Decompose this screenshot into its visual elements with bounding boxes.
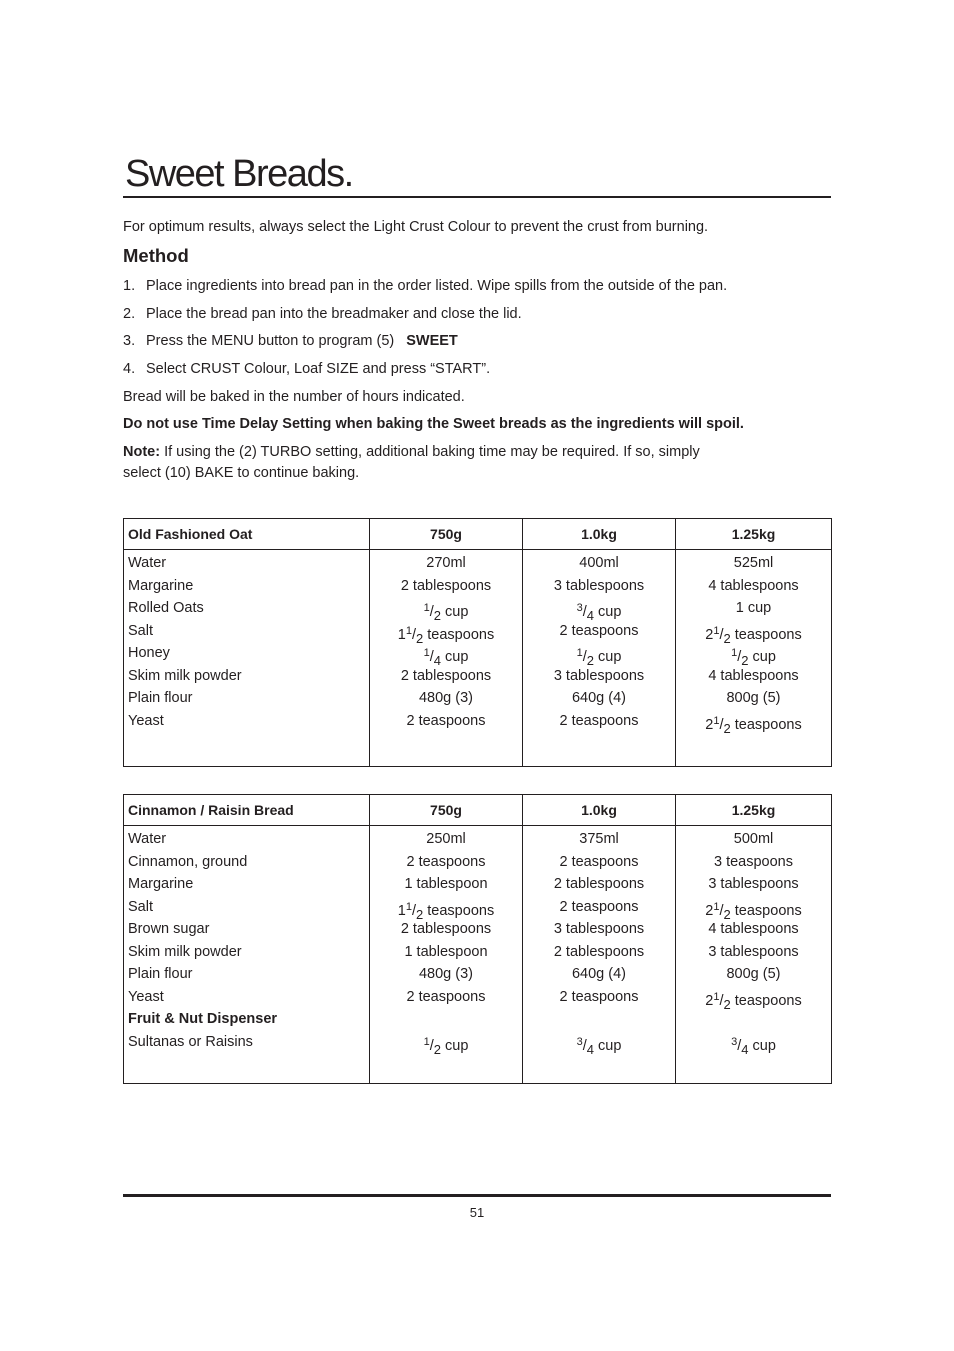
fraction-denominator: 4 <box>741 1041 749 1057</box>
fraction-numerator: 1 <box>713 714 720 727</box>
quantity-whole: 1 <box>397 902 406 919</box>
ingredient-name: Plain flour <box>128 966 193 982</box>
fraction-denominator: 2 <box>433 608 441 623</box>
ingredient-name: Salt <box>128 622 153 639</box>
ingredient-quantity: 500ml <box>733 831 774 847</box>
ingredient-quantity: 2 teaspoons <box>559 712 639 729</box>
column-1-25kg: 1.25kg <box>676 519 832 550</box>
step-number: 4. <box>123 361 136 377</box>
ingredient-name: Sultanas or Raisins <box>128 1033 253 1050</box>
method-step-3 <box>123 331 458 352</box>
ingredient-quantity: 3 teaspoons <box>713 853 793 870</box>
quantity-unit: teaspoons <box>423 902 495 919</box>
ingredient-quantity: 1 tablespoon <box>404 876 488 892</box>
ingredient-quantity <box>523 597 675 623</box>
values-1kg-column <box>523 550 676 767</box>
ingredient-name: Water <box>128 831 167 847</box>
ingredient-quantity: 4 tablespoons <box>708 577 799 594</box>
ingredient-quantity: 4 tablespoons <box>708 921 799 937</box>
fraction-numerator: 1 <box>713 990 720 1003</box>
fraction-slash: / <box>719 626 724 643</box>
baking-time-note: Bread will be baked in the number of hours indicated. <box>123 389 465 405</box>
fraction-slash: / <box>719 716 724 733</box>
ingredient-quantity: 800g (5) <box>726 690 781 706</box>
fraction-numerator: 3 <box>731 1035 738 1048</box>
step-text: Place ingredients into bread pan in the order listed. Wipe spills from the outside of the pan. <box>146 278 728 294</box>
fraction-denominator: 4 <box>433 653 441 668</box>
time-delay-warning: Do not use Time Delay Setting when baking the Sweet breads as the ingredients will spoil. <box>123 416 744 432</box>
fraction-denominator: 4 <box>586 1041 594 1057</box>
ingredient-quantity <box>370 620 522 646</box>
ingredient-name: Yeast <box>128 712 164 729</box>
column-750g: 750g <box>370 519 523 550</box>
fraction-numerator: 1 <box>731 647 738 659</box>
ingredient-quantity: 2 tablespoons <box>400 667 492 684</box>
ingredient-quantity: 400ml <box>579 555 619 571</box>
footer-rule <box>123 1194 831 1197</box>
quantity-unit: cup <box>593 604 622 620</box>
fraction-slash: / <box>429 604 434 620</box>
step-number: 3. <box>123 333 136 349</box>
ingredient-quantity: 2 tablespoons <box>553 876 645 892</box>
ingredient-name: Plain flour <box>128 690 193 706</box>
fraction-numerator: 1 <box>713 624 720 637</box>
quantity-unit: cup <box>593 1037 622 1054</box>
step-text: Press the MENU button to program (5) <box>146 333 395 349</box>
fraction-denominator: 2 <box>723 906 731 922</box>
ingredient-quantity: 480g (3) <box>418 966 473 982</box>
ingredient-quantity <box>676 1031 831 1057</box>
title-rule <box>123 196 831 198</box>
quantity-unit: cup <box>440 649 469 665</box>
ingredient-quantity <box>370 1031 522 1057</box>
quantity-unit: cup <box>748 1037 776 1054</box>
quantity-whole: 2 <box>705 992 714 1009</box>
ingredient-quantity: 2 tablespoons <box>400 921 492 937</box>
note-label: Note: <box>123 444 161 460</box>
method-step-1 <box>123 276 727 297</box>
values-1-25kg-column <box>676 826 832 1084</box>
ingredient-quantity: 2 teaspoons <box>559 988 639 1005</box>
fraction-slash: / <box>411 902 417 919</box>
ingredient-quantity: 4 tablespoons <box>708 667 799 684</box>
ingredient-quantity: 525ml <box>733 555 774 571</box>
ingredient-quantity: 3 tablespoons <box>708 876 799 892</box>
page-title: Sweet Breads. <box>125 153 353 195</box>
fraction-numerator: 1 <box>423 1035 430 1048</box>
fraction-denominator: 2 <box>433 1041 441 1057</box>
program-name: SWEET <box>406 333 458 349</box>
ingredient-quantity <box>370 896 522 922</box>
column-1kg: 1.0kg <box>523 795 676 826</box>
ingredient-name: Margarine <box>128 876 194 892</box>
quantity-unit: cup <box>440 1037 469 1054</box>
quantity-unit: cup <box>593 649 622 665</box>
ingredient-quantity <box>523 642 675 668</box>
ingredient-quantity <box>676 986 831 1012</box>
ingredients-column <box>124 826 370 1084</box>
ingredient-quantity: 3 tablespoons <box>553 577 645 594</box>
quantity-unit: cup <box>440 604 469 620</box>
quantity-whole: 1 <box>397 626 406 643</box>
quantity-whole: 2 <box>705 902 714 919</box>
quantity-unit: teaspoons <box>730 626 802 643</box>
method-step-4 <box>123 359 490 380</box>
quantity-whole: 2 <box>705 626 714 643</box>
ingredient-quantity <box>676 896 831 922</box>
ingredient-quantity: 2 tablespoons <box>400 577 492 594</box>
fraction-numerator: 3 <box>576 602 583 614</box>
values-750g-column <box>370 826 523 1084</box>
values-1-25kg-column <box>676 550 832 767</box>
quantity-unit: cup <box>748 649 776 665</box>
fraction-denominator: 2 <box>586 653 594 668</box>
fraction-slash: / <box>429 1037 434 1054</box>
ingredient-name: Margarine <box>128 577 194 594</box>
method-heading: Method <box>123 245 189 266</box>
fraction-denominator: 2 <box>741 653 749 668</box>
ingredient-quantity: 2 tablespoons <box>553 943 645 960</box>
intro-text: For optimum results, always select the Light Crust Colour to prevent the crust from burning. <box>123 219 709 235</box>
ingredient-quantity <box>676 620 831 646</box>
fraction-slash: / <box>737 649 742 665</box>
fraction-numerator: 1 <box>713 900 720 913</box>
ingredient-quantity <box>370 642 522 668</box>
ingredient-quantity: 3 tablespoons <box>553 921 645 937</box>
step-text: Place the bread pan into the breadmaker and close the lid. <box>146 306 522 322</box>
ingredient-name: Skim milk powder <box>128 667 242 684</box>
page-number: 51 <box>469 1205 485 1220</box>
quantity-unit: teaspoons <box>730 716 802 733</box>
step-number: 2. <box>123 306 136 322</box>
ingredient-quantity: 480g (3) <box>418 690 473 706</box>
fraction-slash: / <box>737 1037 742 1054</box>
recipe-table-cinnamon-raisin <box>123 794 832 1084</box>
step-number: 1. <box>123 278 136 294</box>
ingredient-name: Water <box>128 555 167 571</box>
ingredient-quantity: 1 tablespoon <box>404 943 488 960</box>
fraction-numerator: 1 <box>576 647 583 659</box>
ingredient-name: Skim milk powder <box>128 943 242 960</box>
ingredient-quantity: 270ml <box>426 555 466 571</box>
fraction-denominator: 2 <box>723 720 731 736</box>
column-1kg: 1.0kg <box>523 519 676 550</box>
turbo-note <box>123 442 700 463</box>
ingredient-quantity: 640g (4) <box>571 690 626 706</box>
values-1kg-column <box>523 826 676 1084</box>
ingredient-quantity: 640g (4) <box>571 966 626 982</box>
ingredient-quantity: 3 tablespoons <box>553 667 645 684</box>
fraction-slash: / <box>429 649 434 665</box>
fraction-slash: / <box>582 604 587 620</box>
fraction-numerator: 1 <box>423 602 430 614</box>
fraction-denominator: 2 <box>416 630 424 646</box>
ingredient-quantity: 250ml <box>426 831 466 847</box>
recipe-table-old-fashioned-oat <box>123 518 832 767</box>
ingredient-name: Cinnamon, ground <box>128 853 248 870</box>
recipe-name: Old Fashioned Oat <box>124 519 370 550</box>
ingredient-quantity: 2 teaspoons <box>559 898 639 915</box>
ingredient-quantity: 3 tablespoons <box>708 943 799 960</box>
ingredient-quantity: 2 teaspoons <box>406 988 486 1005</box>
fraction-slash: / <box>582 649 587 665</box>
ingredient-quantity: 2 teaspoons <box>406 853 486 870</box>
ingredient-name: Rolled Oats <box>128 600 204 616</box>
fraction-slash: / <box>411 626 417 643</box>
ingredient-quantity: 800g (5) <box>726 966 781 982</box>
ingredient-name: Brown sugar <box>128 921 210 937</box>
ingredient-quantity: 2 teaspoons <box>559 853 639 870</box>
fraction-denominator: 2 <box>723 630 731 646</box>
quantity-unit: teaspoons <box>730 902 802 919</box>
ingredient-name: Honey <box>128 645 170 661</box>
quantity-unit: teaspoons <box>730 992 802 1009</box>
ingredient-quantity <box>676 710 831 736</box>
ingredient-quantity <box>676 642 831 668</box>
ingredient-name: Yeast <box>128 988 164 1005</box>
ingredient-quantity <box>523 1031 675 1057</box>
ingredient-name: Fruit & Nut Dispenser <box>128 1011 278 1027</box>
fraction-denominator: 2 <box>723 996 731 1012</box>
ingredient-quantity: 375ml <box>579 831 619 847</box>
ingredient-quantity: 1 cup <box>735 600 772 616</box>
ingredient-quantity <box>370 597 522 623</box>
method-step-2 <box>123 304 522 325</box>
fraction-numerator: 3 <box>576 1035 583 1048</box>
ingredients-column <box>124 550 370 767</box>
ingredient-quantity: 2 teaspoons <box>559 622 639 639</box>
fraction-numerator: 1 <box>405 900 412 913</box>
fraction-denominator: 4 <box>586 608 594 623</box>
fraction-numerator: 1 <box>405 624 412 637</box>
column-1-25kg: 1.25kg <box>676 795 832 826</box>
note-text: If using the (2) TURBO setting, additional baking time may be required. If so, simply <box>160 444 700 460</box>
ingredient-quantity: 2 teaspoons <box>406 712 486 729</box>
turbo-note-continued: select (10) BAKE to continue baking. <box>123 465 360 481</box>
values-750g-column <box>370 550 523 767</box>
fraction-slash: / <box>719 902 724 919</box>
ingredient-quantity <box>370 1008 522 1031</box>
fraction-denominator: 2 <box>416 906 424 922</box>
fraction-slash: / <box>719 992 724 1009</box>
quantity-unit: teaspoons <box>423 626 495 643</box>
fraction-slash: / <box>582 1037 587 1054</box>
ingredient-quantity <box>523 1008 675 1031</box>
quantity-whole: 2 <box>705 716 714 733</box>
ingredient-name: Salt <box>128 898 153 915</box>
column-750g: 750g <box>370 795 523 826</box>
recipe-name: Cinnamon / Raisin Bread <box>124 795 370 826</box>
step-text: Select CRUST Colour, Loaf SIZE and press “START”. <box>146 361 491 377</box>
ingredient-quantity <box>676 1008 831 1031</box>
fraction-numerator: 1 <box>423 647 430 659</box>
